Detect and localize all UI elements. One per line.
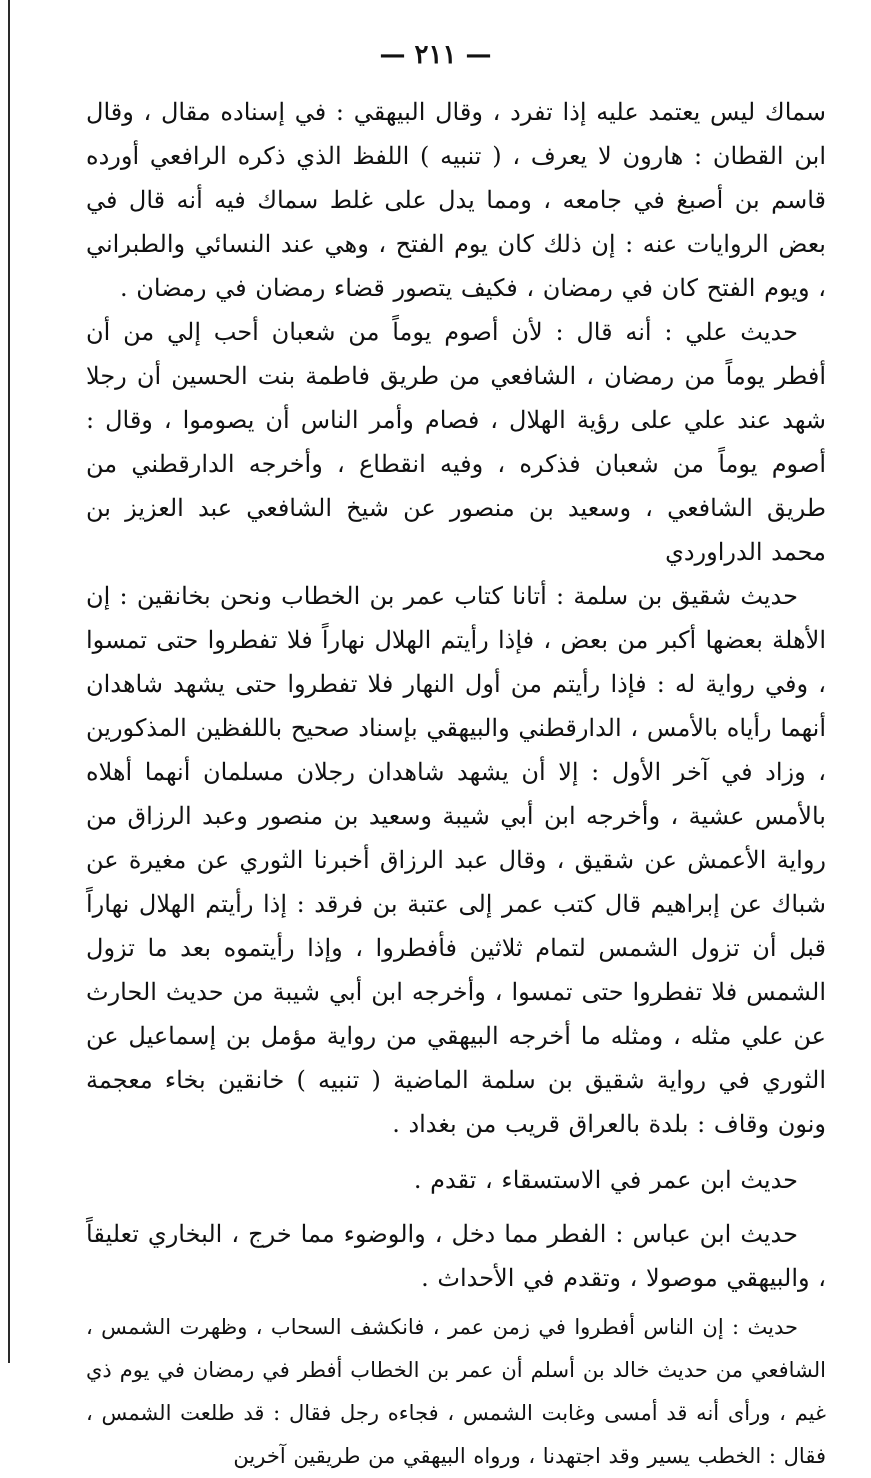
page-edge-line — [8, 0, 10, 1363]
paragraph-hadith-ali: حديث علي : أنه قال : لأن أصوم يوماً من شعبان أحب إلي من أن أفطر يوماً من رمضان ، الشافعي من طريق فاطمة بنت الحسين أن رجلا شهد عند علي على رؤية الهلال ، فصام وأمر الناس أن يصوموا ، وقال : أصوم يوماً من شعبان فذكره ، وفيه انقطاع ، وأخرجه الدارقطني من طريق الشافعي ، وسعيد بن منصور عن شيخ الشافعي عبد العزيز بن محمد الدراوردي — [86, 318, 826, 566]
paragraph-hadith-ibn-abbas: حديث ابن عباس : الفطر مما دخل ، والوضوء مما خرج ، البخاري تعليقاً ، والبيهقي موصولا ، وتقدم في الأحداث . — [86, 1220, 826, 1292]
page-body — [86, 90, 826, 1478]
paragraph-gap — [86, 1202, 826, 1212]
paragraph-simak-continuation: سماك ليس يعتمد عليه إذا تفرد ، وقال البيهقي : في إسناده مقال ، وقال ابن القطان : هارون لا يعرف ، ( تنبيه ) اللفظ الذي ذكره الرافعي أورده قاسم بن أصبغ في جامعه ، ومما يدل على غلط سماك فيه أنه قال في بعض الروايات عنه : إن ذلك كان يوم الفتح ، وهي عند النسائي والطبراني ، ويوم الفتح كان في رمضان ، فكيف يتصور قضاء رمضان في رمضان . — [86, 98, 826, 302]
page-number: — ٢١١ — — [379, 40, 492, 70]
paragraph-gap — [86, 1146, 826, 1158]
paragraph-hadith-shaqiq: حديث شقيق بن سلمة : أتانا كتاب عمر بن الخطاب ونحن بخانقين : إن الأهلة بعضها أكبر من بعض ، فإذا رأيتم الهلال نهاراً فلا تفطروا حتى تمسوا ، وفي رواية له : فإذا رأيتم من أول النهار فلا تفطروا حتى يشهد شاهدان أنهما رأياه بالأمس ، الدارقطني والبيهقي بإسناد صحيح باللفظين المذكورين ، وزاد في آخر الأول : إلا أن يشهد شاهدان رجلان مسلمان أنهما أهلاه بالأمس عشية ، وأخرجه ابن أبي شيبة وسعيد بن منصور وعبد الرزاق من رواية الأعمش عن شقيق ، وقال عبد الرزاق أخبرنا الثوري عن مغيرة عن شباك عن إبراهيم قال كتب عمر إلى عتبة بن فرقد : إذا رأيتم الهلال نهاراً قبل أن تزول الشمس لتمام ثلاثين فأفطروا ، وإذا رأيتموه بعد ما تزول الشمس فلا تفطروا حتى تمسوا ، وأخرجه ابن أبي شيبة من حديث الحارث عن علي مثله ، ومثله ما أخرجه البيهقي من رواية مؤمل بن إسماعيل عن الثوري في رواية شقيق بن سلمة الماضية ( تنبيه ) خانقين بخاء معجمة ونون وقاف : بلدة بالعراق قريب من بغداد . — [86, 582, 826, 1138]
paragraph-hadith-umar-iftar: حديث : إن الناس أفطروا في زمن عمر ، فانكشف السحاب ، وظهرت الشمس ، الشافعي من حديث خالد بن أسلم أن عمر بن الخطاب أفطر في رمضان في يوم ذي غيم ، ورأى أنه قد أمسى وغابت الشمس ، فجاءه رجل فقال : قد طلعت الشمس ، فقال : الخطب يسير وقد اجتهدنا ، ورواه البيهقي من طريقين آخرين — [86, 1315, 826, 1468]
paragraph-hadith-ibn-umar: حديث ابن عمر في الاستسقاء ، تقدم . — [413, 1166, 798, 1194]
